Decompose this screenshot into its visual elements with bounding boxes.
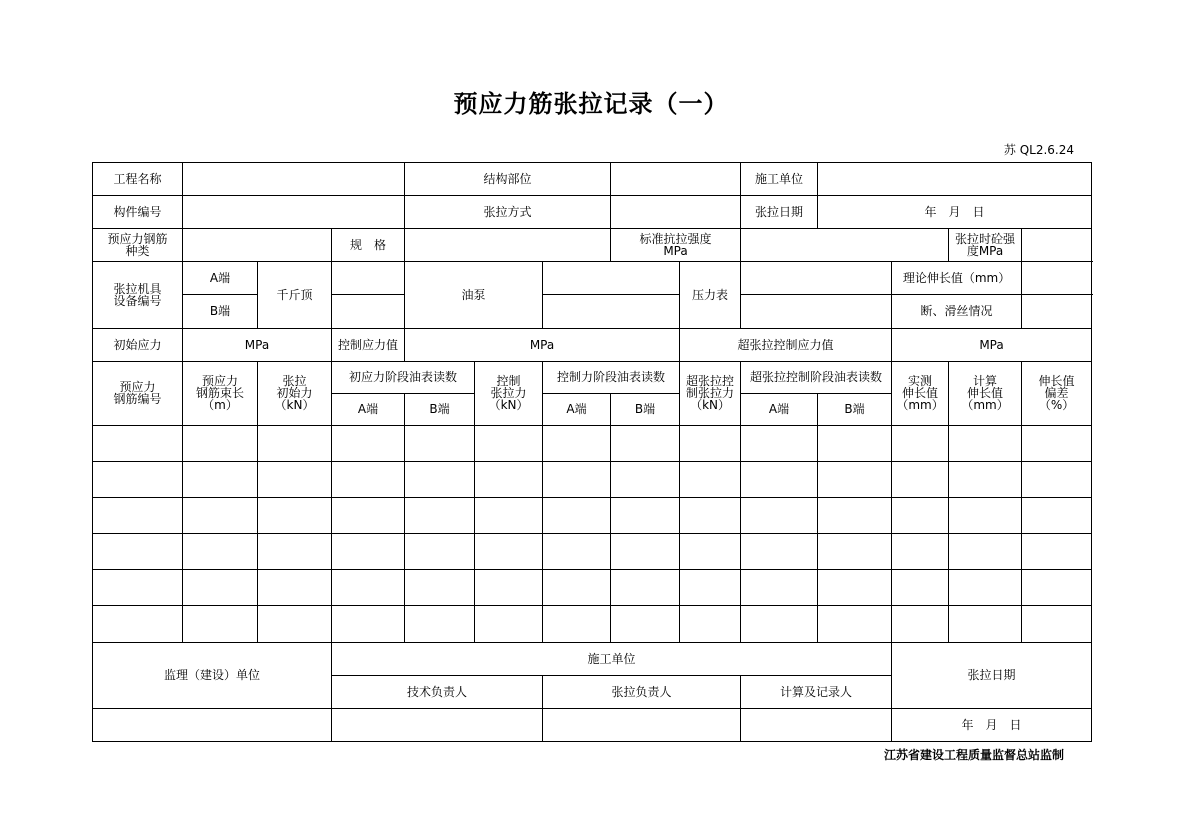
table-cell[interactable] xyxy=(405,461,475,497)
table-cell[interactable] xyxy=(680,606,741,642)
table-cell[interactable] xyxy=(741,534,818,570)
table-cell[interactable] xyxy=(93,461,183,497)
label-break-slip: 断、滑丝情况 xyxy=(892,295,1022,328)
field-construction-unit[interactable] xyxy=(818,163,1092,196)
field-tension-method[interactable] xyxy=(611,196,741,229)
table-cell[interactable] xyxy=(258,570,332,606)
label-tension-leader: 张拉负责人 xyxy=(543,675,741,708)
table-cell[interactable] xyxy=(818,606,892,642)
table-cell[interactable] xyxy=(93,570,183,606)
header-tendon-no: 预应力 钢筋编号 xyxy=(93,361,183,425)
label-pressure-gauge: 压力表 xyxy=(680,262,741,328)
table-row xyxy=(93,534,1092,570)
table-cell[interactable] xyxy=(1022,425,1092,461)
table-cell[interactable] xyxy=(93,425,183,461)
row-stress xyxy=(93,328,1092,361)
label-initial-stress: 初始应力 xyxy=(93,328,183,361)
table-cell[interactable] xyxy=(892,534,949,570)
table-cell[interactable] xyxy=(1022,534,1092,570)
table-cell[interactable] xyxy=(818,570,892,606)
table-cell[interactable] xyxy=(475,498,543,534)
table-cell[interactable] xyxy=(741,498,818,534)
header-over-a: A端 xyxy=(741,393,818,425)
table-cell[interactable] xyxy=(949,606,1022,642)
header-bundle-length: 预应力 钢筋束长 （m） xyxy=(183,361,258,425)
table-cell[interactable] xyxy=(405,498,475,534)
header-measured-elongation: 实测 伸长值 （mm） xyxy=(892,361,949,425)
table-cell[interactable] xyxy=(475,606,543,642)
table-cell[interactable] xyxy=(543,461,611,497)
label-tendon-type: 预应力钢筋 种类 xyxy=(93,229,183,262)
table-cell[interactable] xyxy=(183,461,258,497)
label-recorder: 计算及记录人 xyxy=(741,675,892,708)
field-member-no[interactable] xyxy=(183,196,405,229)
table-cell[interactable] xyxy=(611,570,680,606)
table-cell[interactable] xyxy=(741,425,818,461)
table-cell[interactable] xyxy=(611,534,680,570)
field-break-slip[interactable] xyxy=(1022,295,1092,328)
field-pump-b[interactable] xyxy=(543,295,680,328)
table-cell[interactable] xyxy=(1022,570,1092,606)
table-row xyxy=(93,570,1092,606)
field-control-stress[interactable]: MPa xyxy=(405,328,680,361)
row-equipment-b xyxy=(93,295,1092,328)
row-project xyxy=(93,163,1092,196)
signature-row-3 xyxy=(93,708,1092,741)
header-initial-gauge: 初应力阶段油表读数 xyxy=(332,361,475,393)
table-cell[interactable] xyxy=(332,570,405,606)
form-code: 苏 QL2.6.24 xyxy=(1003,143,1074,157)
table-cell[interactable] xyxy=(611,498,680,534)
table-cell[interactable] xyxy=(543,534,611,570)
table-cell[interactable] xyxy=(183,498,258,534)
table-cell[interactable] xyxy=(183,606,258,642)
label-b-end: B端 xyxy=(183,295,258,328)
table-cell[interactable] xyxy=(332,534,405,570)
header-over-b: B端 xyxy=(818,393,892,425)
field-tech-leader-sign[interactable] xyxy=(332,708,543,741)
header-control-force: 控制 张拉力 （kN） xyxy=(475,361,543,425)
tension-record-form xyxy=(92,162,1092,742)
label-sign-construction-unit: 施工单位 xyxy=(332,642,892,675)
field-over-control-stress[interactable]: MPa xyxy=(892,328,1092,361)
table-cell[interactable] xyxy=(543,606,611,642)
field-tension-leader-sign[interactable] xyxy=(543,708,741,741)
label-sign-tension-date: 张拉日期 xyxy=(892,642,1092,708)
table-cell[interactable] xyxy=(543,570,611,606)
label-spec: 规 格 xyxy=(332,229,405,262)
label-supervision-unit: 监理（建设）单位 xyxy=(93,642,332,708)
table-cell[interactable] xyxy=(680,570,741,606)
table-cell[interactable] xyxy=(949,461,1022,497)
table-cell[interactable] xyxy=(258,461,332,497)
field-project-name[interactable] xyxy=(183,163,405,196)
table-cell[interactable] xyxy=(258,534,332,570)
table-cell[interactable] xyxy=(818,425,892,461)
field-recorder-sign[interactable] xyxy=(741,708,892,741)
label-over-control-stress: 超张拉控制应力值 xyxy=(680,328,892,361)
table-cell[interactable] xyxy=(611,425,680,461)
table-cell[interactable] xyxy=(818,461,892,497)
field-standard-strength[interactable] xyxy=(741,229,949,262)
table-cell[interactable] xyxy=(258,498,332,534)
header-initial-force: 张拉 初始力 （kN） xyxy=(258,361,332,425)
header-row-1 xyxy=(93,361,1092,393)
table-cell[interactable] xyxy=(892,498,949,534)
field-jack-b[interactable] xyxy=(332,295,405,328)
table-cell[interactable] xyxy=(680,534,741,570)
table-cell[interactable] xyxy=(892,461,949,497)
label-tension-method: 张拉方式 xyxy=(405,196,611,229)
table-cell[interactable] xyxy=(475,461,543,497)
row-equipment-a xyxy=(93,262,1092,295)
table-cell[interactable] xyxy=(543,498,611,534)
signature-row-1 xyxy=(93,642,1092,675)
footer-issuer: 江苏省建设工程质量监督总站监制 xyxy=(883,748,1064,762)
table-cell[interactable] xyxy=(680,461,741,497)
table-cell[interactable] xyxy=(405,606,475,642)
table-row xyxy=(93,425,1092,461)
field-pump-a[interactable] xyxy=(543,262,680,295)
field-concrete-strength[interactable] xyxy=(1022,229,1092,262)
label-tension-date: 张拉日期 xyxy=(741,196,818,229)
page-title: 预应力筋张拉记录（一） xyxy=(453,90,729,118)
table-cell[interactable] xyxy=(818,534,892,570)
table-cell[interactable] xyxy=(949,425,1022,461)
table-cell[interactable] xyxy=(475,534,543,570)
table-cell[interactable] xyxy=(332,425,405,461)
header-over-gauge: 超张拉控制阶段油表读数 xyxy=(741,361,892,393)
field-jack-a[interactable] xyxy=(332,262,405,295)
table-cell[interactable] xyxy=(183,570,258,606)
table-cell[interactable] xyxy=(332,498,405,534)
table-cell[interactable] xyxy=(183,534,258,570)
table-cell[interactable] xyxy=(741,570,818,606)
label-a-end: A端 xyxy=(183,262,258,295)
table-cell[interactable] xyxy=(1022,498,1092,534)
table-cell[interactable] xyxy=(949,570,1022,606)
row-member xyxy=(93,196,1092,229)
table-cell[interactable] xyxy=(93,534,183,570)
field-initial-stress[interactable]: MPa xyxy=(183,328,332,361)
table-cell[interactable] xyxy=(93,498,183,534)
table-cell[interactable] xyxy=(611,606,680,642)
table-cell[interactable] xyxy=(405,425,475,461)
header-initial-a: A端 xyxy=(332,393,405,425)
header-deviation: 伸长值 偏差 （%） xyxy=(1022,361,1092,425)
table-cell[interactable] xyxy=(543,425,611,461)
field-supervision-sign[interactable] xyxy=(93,708,332,741)
field-theoretical-elongation[interactable] xyxy=(1022,262,1092,295)
header-calc-elongation: 计算 伸长值 （mm） xyxy=(949,361,1022,425)
table-cell[interactable] xyxy=(741,606,818,642)
label-project-name: 工程名称 xyxy=(93,163,183,196)
header-over-force: 超张拉控 制张拉力 （kN） xyxy=(680,361,741,425)
table-cell[interactable] xyxy=(680,425,741,461)
label-construction-unit: 施工单位 xyxy=(741,163,818,196)
field-structure-part[interactable] xyxy=(611,163,741,196)
table-cell[interactable] xyxy=(818,498,892,534)
row-tendon xyxy=(93,229,1092,262)
label-tech-leader: 技术负责人 xyxy=(332,675,543,708)
table-cell[interactable] xyxy=(183,425,258,461)
label-jack: 千斤顶 xyxy=(258,262,332,328)
table-cell[interactable] xyxy=(475,425,543,461)
field-gauge-a[interactable] xyxy=(741,262,892,295)
table-row xyxy=(93,461,1092,497)
label-standard-strength: 标准抗拉强度 MPa xyxy=(611,229,741,262)
table-cell[interactable] xyxy=(892,606,949,642)
table-cell[interactable] xyxy=(949,534,1022,570)
label-member-no: 构件编号 xyxy=(93,196,183,229)
table-cell[interactable] xyxy=(332,461,405,497)
table-cell[interactable] xyxy=(611,461,680,497)
field-gauge-b[interactable] xyxy=(741,295,892,328)
table-cell[interactable] xyxy=(892,570,949,606)
table-cell[interactable] xyxy=(1022,461,1092,497)
label-structure-part: 结构部位 xyxy=(405,163,611,196)
header-control-gauge: 控制力阶段油表读数 xyxy=(543,361,680,393)
table-row xyxy=(93,606,1092,642)
label-control-stress: 控制应力值 xyxy=(332,328,405,361)
label-theoretical-elongation: 理论伸长值（mm） xyxy=(892,262,1022,295)
table-cell[interactable] xyxy=(949,498,1022,534)
label-concrete-strength: 张拉时砼强 度MPa xyxy=(949,229,1022,262)
table-cell[interactable] xyxy=(741,461,818,497)
label-equipment: 张拉机具 设备编号 xyxy=(93,262,183,328)
table-cell[interactable] xyxy=(258,606,332,642)
field-tendon-type[interactable] xyxy=(183,229,332,262)
table-cell[interactable] xyxy=(1022,606,1092,642)
table-cell[interactable] xyxy=(332,606,405,642)
table-cell[interactable] xyxy=(405,534,475,570)
header-initial-b: B端 xyxy=(405,393,475,425)
header-control-b: B端 xyxy=(611,393,680,425)
label-oil-pump: 油泵 xyxy=(405,262,543,328)
field-spec[interactable] xyxy=(405,229,611,262)
table-cell[interactable] xyxy=(258,425,332,461)
table-cell[interactable] xyxy=(405,570,475,606)
table-cell[interactable] xyxy=(892,425,949,461)
table-cell[interactable] xyxy=(93,606,183,642)
header-control-a: A端 xyxy=(543,393,611,425)
field-tension-date[interactable]: 年 月 日 xyxy=(818,196,1092,229)
table-cell[interactable] xyxy=(475,570,543,606)
field-sign-date[interactable]: 年 月 日 xyxy=(892,708,1092,741)
table-row xyxy=(93,498,1092,534)
table-cell[interactable] xyxy=(680,498,741,534)
